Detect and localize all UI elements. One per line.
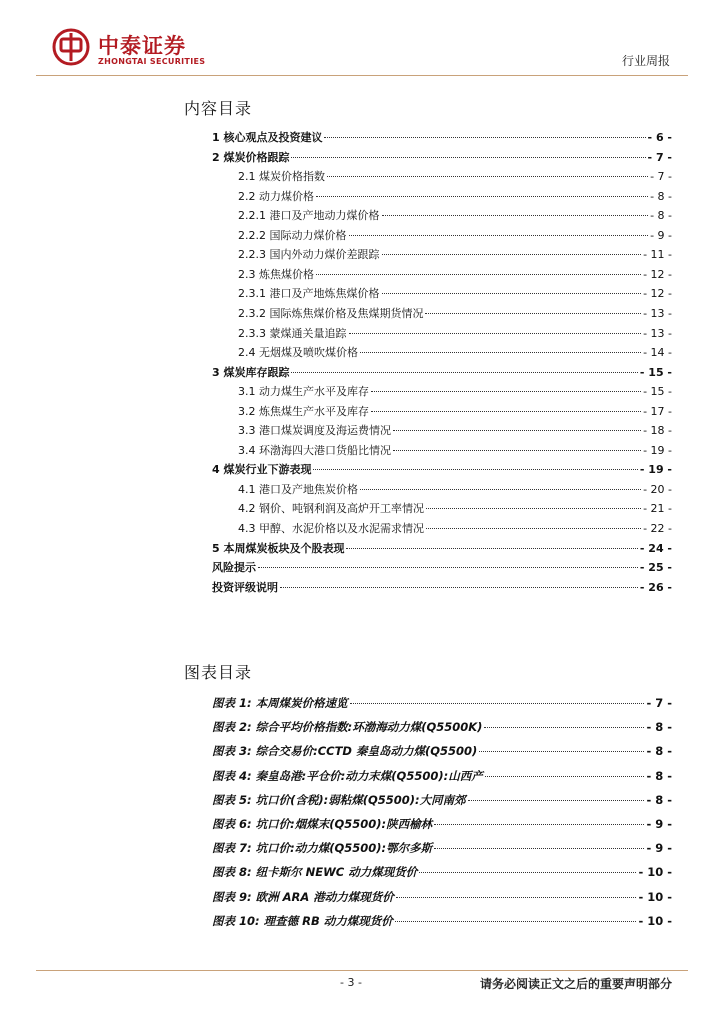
figure-list-entry-page: - 8 - — [646, 720, 672, 735]
toc-section-entry-page: - 15 - — [639, 365, 672, 379]
dot-leader — [291, 372, 637, 373]
zhongtai-logo-icon — [52, 28, 90, 66]
toc-section-entry-page: - 25 - — [639, 561, 672, 575]
toc-section-entry[interactable] — [212, 561, 672, 575]
toc-section-entry-page: - 6 - — [647, 131, 672, 144]
dot-leader — [393, 450, 641, 451]
toc-section-entry[interactable] — [212, 463, 672, 477]
toc-subsection-entry-page: - 19 - — [643, 443, 672, 457]
figure-list-entry-page: - 10 - — [638, 913, 672, 928]
dot-leader — [346, 548, 637, 549]
figure-list-entry-label: 图表 1: 本周煤炭价格速览 — [212, 696, 348, 710]
footer-divider — [36, 970, 688, 971]
toc-subsection-entry-label: 2.1 煤炭价格指数 — [238, 170, 325, 184]
toc-subsection-entry[interactable] — [238, 229, 672, 243]
page-number: - 3 - — [340, 976, 362, 989]
toc-subsection-entry-page: - 12 - — [643, 267, 672, 281]
toc-subsection-entry-label: 2.3.2 国际炼焦煤价格及焦煤期货情况 — [238, 306, 424, 320]
figure-list-entry-label: 图表 5: 坑口价(含税):弱粘煤(Q5500):大同南郊 — [212, 792, 466, 807]
toc-section-entry-label: 风险提示 — [212, 561, 256, 575]
figure-list-entry[interactable] — [212, 841, 672, 855]
toc-subsection-entry-page: - 11 - — [643, 248, 672, 262]
dot-leader — [419, 872, 636, 873]
figure-list-entry-label: 图表 2: 综合平均价格指数:环渤海动力煤(Q5500K) — [212, 720, 483, 735]
toc-section-entry[interactable] — [212, 366, 672, 380]
toc-subsection-entry-label: 4.1 港口及产地焦炭价格 — [238, 482, 358, 496]
dot-leader — [382, 293, 642, 294]
toc-section-entry-label: 5 本周煤炭板块及个股表现 — [212, 541, 345, 555]
toc-subsection-entry-page: - 17 - — [643, 404, 672, 418]
dot-leader — [349, 333, 642, 334]
dot-leader — [313, 469, 637, 470]
footer-disclaimer: 请务必阅读正文之后的重要声明部分 — [479, 977, 672, 991]
dot-leader — [258, 567, 638, 568]
logo-english-name: ZHONGTAI SECURITIES — [98, 57, 206, 66]
figure-list-entry-page: - 8 - — [646, 768, 672, 783]
dot-leader — [479, 751, 644, 752]
toc-subsection-entry-label: 3.2 炼焦煤生产水平及库存 — [238, 404, 369, 418]
toc-subsection-entry-label: 2.3 炼焦煤价格 — [238, 267, 314, 281]
figure-list-entry-label: 图表 9: 欧洲 ARA 港动力煤现货价 — [212, 889, 394, 904]
toc-subsection-entry-page: - 8 - — [650, 189, 672, 203]
figures-title: 图表目录 — [184, 663, 253, 682]
dot-leader — [291, 157, 645, 158]
figure-list-entry-page: - 9 - — [646, 841, 672, 856]
dot-leader — [485, 776, 645, 777]
figure-list-entry-page: - 8 - — [646, 744, 672, 759]
toc-subsection-entry-label: 2.3.1 港口及产地炼焦煤价格 — [238, 287, 380, 301]
figure-list-entry-page: - 8 - — [646, 792, 672, 807]
toc-subsection-entry-label: 3.4 环渤海四大港口货船比情况 — [238, 443, 391, 457]
dot-leader — [382, 215, 649, 216]
toc-subsection-entry-label: 2.2.2 国际动力煤价格 — [238, 228, 347, 242]
report-type-label: 行业周报 — [621, 54, 670, 68]
toc-subsection-entry-page: - 9 - — [650, 228, 672, 242]
toc-subsection-entry-page: - 7 - — [650, 170, 672, 184]
figure-list-entry-page: - 10 - — [638, 865, 672, 880]
dot-leader — [468, 800, 645, 801]
figure-list-entry[interactable] — [212, 744, 672, 758]
dot-leader — [350, 703, 645, 704]
toc-subsection-entry[interactable] — [238, 502, 672, 516]
toc-subsection-entry[interactable] — [238, 268, 672, 282]
toc-subsection-entry[interactable] — [238, 522, 672, 536]
toc-section-entry[interactable] — [212, 131, 672, 145]
dot-leader — [316, 196, 648, 197]
figure-list-entry[interactable] — [212, 793, 672, 807]
logo-chinese-name: 中泰证券 — [98, 34, 186, 58]
toc-section-entry-page: - 24 - — [639, 541, 672, 555]
dot-leader — [371, 391, 641, 392]
toc-section-entry-page: - 7 - — [647, 150, 672, 164]
toc-subsection-entry-label: 4.2 钢价、吨钢利润及高炉开工率情况 — [238, 502, 424, 516]
toc-subsection-entry-label: 2.4 无烟煤及喷吹煤价格 — [238, 346, 358, 360]
toc-subsection-entry[interactable] — [238, 170, 672, 184]
header-divider — [36, 75, 688, 76]
toc-subsection-entry[interactable] — [238, 346, 672, 360]
toc-subsection-entry[interactable] — [238, 209, 672, 223]
toc-subsection-entry[interactable] — [238, 483, 672, 497]
figure-list-entry[interactable] — [212, 720, 672, 734]
figure-list-entry-label: 图表 6: 坑口价:烟煤末(Q5500):陕西榆林 — [212, 817, 433, 831]
figure-list-entry-label: 图表 3: 综合交易价:CCTD 秦皇岛动力煤(Q5500) — [212, 744, 478, 759]
toc-subsection-entry[interactable] — [238, 248, 672, 262]
dot-leader — [426, 528, 641, 529]
figure-list-entry-page: - 10 - — [638, 889, 672, 904]
toc-subsection-entry-label: 2.3.3 蒙煤通关量追踪 — [238, 326, 347, 340]
dot-leader — [327, 176, 648, 177]
figure-list-entry[interactable] — [212, 890, 672, 904]
figure-list-entry-label: 图表 4: 秦皇岛港:平仓价:动力末煤(Q5500):山西产 — [212, 768, 483, 783]
toc-subsection-entry[interactable] — [238, 385, 672, 399]
figure-list-entry-label: 图表 8: 纽卡斯尔 NEWC 动力煤现货价 — [212, 865, 418, 880]
figure-list-entry[interactable] — [212, 769, 672, 783]
figure-list-entry[interactable] — [212, 865, 672, 879]
toc-subsection-entry[interactable] — [238, 307, 672, 321]
toc-subsection-entry-page: - 13 - — [643, 306, 672, 320]
toc-section-entry-label: 1 核心观点及投资建议 — [212, 131, 323, 144]
toc-subsection-entry-page: - 18 - — [643, 424, 672, 438]
toc-subsection-entry-page: - 14 - — [643, 346, 672, 360]
toc-subsection-entry[interactable] — [238, 287, 672, 301]
page-header — [0, 0, 724, 80]
toc-section-entry-page: - 19 - — [639, 463, 672, 477]
dot-leader — [316, 274, 641, 275]
figure-list-entry-label: 图表 10: 理查德 RB 动力煤现货价 — [212, 913, 393, 928]
toc-section-entry[interactable] — [212, 151, 672, 165]
toc-subsection-entry-page: - 15 - — [643, 385, 672, 399]
dot-leader — [324, 137, 645, 138]
toc-subsection-entry-page: - 22 - — [643, 522, 672, 535]
dot-leader — [434, 824, 644, 825]
toc-subsection-entry-page: - 20 - — [643, 482, 672, 496]
toc-subsection-entry[interactable] — [238, 327, 672, 341]
company-logo — [52, 28, 217, 72]
toc-subsection-entry[interactable] — [238, 424, 672, 438]
dot-leader — [349, 235, 649, 236]
toc-subsection-entry[interactable] — [238, 405, 672, 419]
dot-leader — [434, 848, 644, 849]
toc-subsection-entry-label: 2.2.1 港口及产地动力煤价格 — [238, 209, 380, 223]
toc-subsection-entry-label: 2.2 动力煤价格 — [238, 189, 314, 203]
dot-leader — [484, 727, 644, 728]
toc-subsection-entry-label: 2.2.3 国内外动力煤价差跟踪 — [238, 248, 380, 262]
figure-list-entry[interactable] — [212, 817, 672, 831]
toc-subsection-entry-label: 3.3 港口煤炭调度及海运费情况 — [238, 424, 391, 438]
figure-list-entry-label: 图表 7: 坑口价:动力煤(Q5500):鄂尔多斯 — [212, 841, 433, 856]
toc-subsection-entry-page: - 8 - — [650, 209, 672, 223]
toc-section-entry-label: 2 煤炭价格跟踪 — [212, 150, 290, 164]
figure-list-entry[interactable] — [212, 696, 672, 710]
dot-leader — [360, 352, 641, 353]
toc-subsection-entry-page: - 12 - — [643, 287, 672, 301]
toc-section-entry-label: 投资评级说明 — [212, 580, 278, 594]
dot-leader — [360, 489, 641, 490]
toc-subsection-entry-page: - 13 - — [643, 326, 672, 340]
toc-section-entry-label: 4 煤炭行业下游表现 — [212, 463, 312, 477]
dot-leader — [382, 254, 642, 255]
contents-title: 内容目录 — [184, 99, 253, 118]
toc-section-entry[interactable] — [212, 581, 672, 595]
toc-subsection-entry[interactable] — [238, 190, 672, 204]
dot-leader — [425, 313, 641, 314]
dot-leader — [396, 897, 637, 898]
dot-leader — [393, 430, 641, 431]
dot-leader — [280, 587, 638, 588]
dot-leader — [371, 411, 641, 412]
toc-section-entry-page: - 26 - — [639, 580, 672, 594]
toc-section-entry-label: 3 煤炭库存跟踪 — [212, 365, 290, 379]
toc-subsection-entry-page: - 21 - — [643, 502, 672, 516]
toc-subsection-entry[interactable] — [238, 444, 672, 458]
toc-section-entry[interactable] — [212, 542, 672, 556]
toc-subsection-entry-label: 3.1 动力煤生产水平及库存 — [238, 385, 369, 399]
figure-list-entry[interactable] — [212, 914, 672, 928]
dot-leader — [426, 508, 641, 509]
figure-list-entry-page: - 7 - — [646, 696, 672, 710]
figure-list-entry-page: - 9 - — [646, 817, 672, 831]
toc-subsection-entry-label: 4.3 甲醇、水泥价格以及水泥需求情况 — [238, 522, 424, 535]
dot-leader — [395, 921, 637, 922]
